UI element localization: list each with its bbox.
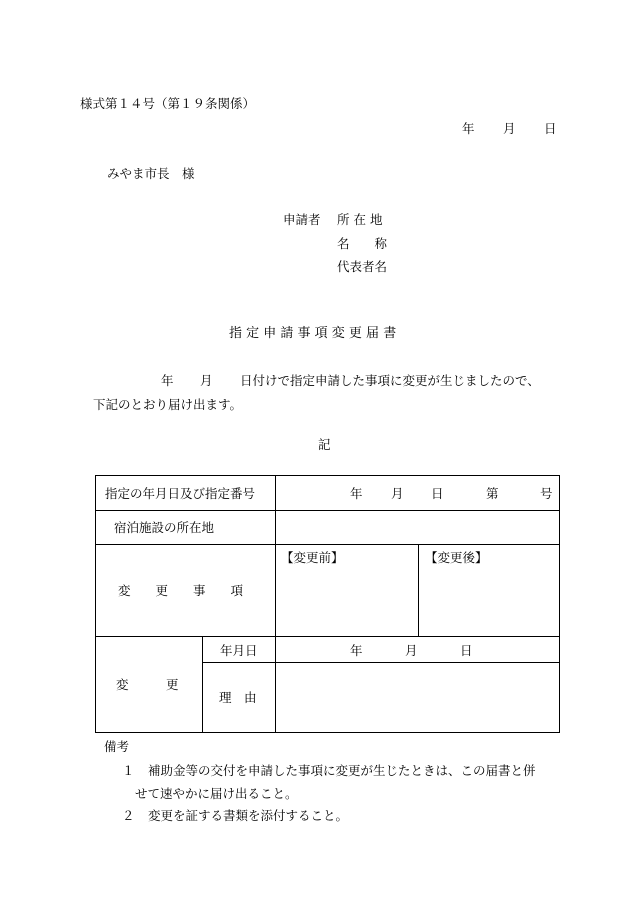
notes-heading: 備考 (104, 739, 130, 754)
body-line2: 下記のとおり届け出ます。 (93, 397, 243, 412)
table-rule (202, 662, 560, 663)
designation-go: 号 (540, 486, 553, 501)
applicant-name-label: 名 称 (337, 236, 388, 251)
table-rule (95, 636, 560, 637)
body-month: 月 (200, 373, 213, 388)
ki-label: 記 (318, 437, 331, 452)
note-2-line1: 変更を証する書類を添付すること。 (148, 808, 349, 823)
note-2-number: ２ (122, 808, 135, 823)
change-date-year: 年 (350, 643, 363, 658)
applicant-address-label: 所 在 地 (337, 212, 383, 227)
change-date-label: 年月日 (220, 643, 258, 658)
change-date-day: 日 (460, 643, 473, 658)
body-year: 年 (161, 373, 174, 388)
table-rule (95, 510, 560, 511)
note-1-line1: 補助金等の交付を申請した事項に変更が生じたときは、この届書と併 (148, 763, 536, 778)
before-change-label: 【変更前】 (281, 550, 344, 565)
after-change-label: 【変更後】 (425, 550, 488, 565)
form-number: 様式第１４号（第１９条関係） (80, 96, 256, 111)
table-rule (202, 636, 203, 733)
designation-dai: 第 (486, 486, 499, 501)
table-rule (95, 544, 560, 545)
change-items-label: 変 更 事 項 (118, 583, 244, 598)
table-rule (275, 475, 276, 733)
document-title: 指 定 申 請 事 項 変 更 届 書 (229, 326, 397, 341)
header-date-year: 年 (462, 121, 475, 136)
body-line1: 日付けで指定申請した事項に変更が生じましたので、 (240, 373, 540, 388)
addressee: みやま市長 様 (107, 166, 195, 181)
reason-label: 理 由 (219, 690, 257, 705)
applicant-rep-label: 代表者名 (337, 259, 388, 274)
table-rule (418, 544, 419, 636)
facility-address-label: 宿泊施設の所在地 (114, 520, 215, 535)
designation-year: 年 (350, 486, 363, 501)
designation-day: 日 (431, 486, 444, 501)
header-date-month: 月 (503, 121, 516, 136)
table-border (95, 475, 560, 733)
designation-date-number-label: 指定の年月日及び指定番号 (105, 486, 256, 501)
change-label: 変 更 (116, 677, 179, 692)
note-1-number: １ (122, 763, 135, 778)
applicant-label: 申請者 (283, 212, 321, 227)
change-date-month: 月 (405, 643, 418, 658)
designation-month: 月 (391, 486, 404, 501)
header-date-day: 日 (544, 121, 557, 136)
note-1-line2: せて速やかに届け出ること。 (135, 786, 298, 801)
